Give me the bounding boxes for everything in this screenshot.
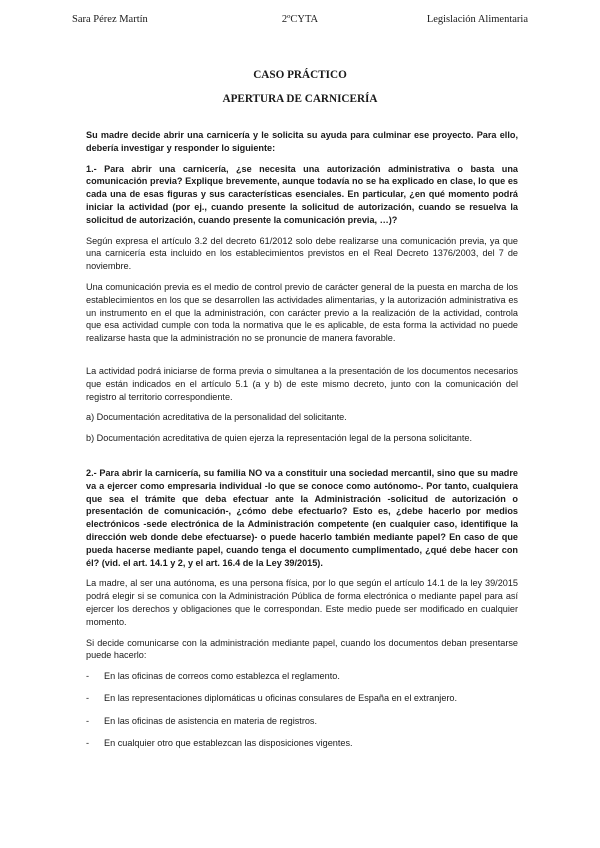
answer-1-paragraph-1: Según expresa el artículo 3.2 del decreto 61/2012 solo debe realizarse una comunicación previa, ya que una carnicería esta incluido en los establecimientos previstos en el Real Decreto 1376/2003, del 7 de noviembre. xyxy=(86,235,518,272)
list-item: - En las oficinas de correos como establezca el reglamento. xyxy=(86,671,340,682)
answer-1-item-b: b) Documentación acreditativa de quien ejerza la representación legal de la persona solicitante. xyxy=(86,433,473,444)
document-subtitle: APERTURA DE CARNICERÍA xyxy=(222,93,378,105)
header-author: Sara Pérez Martín xyxy=(72,14,148,25)
list-dash: - xyxy=(86,715,90,726)
question-1: 1.- Para abrir una carnicería, ¿se necesita una autorización administrativa o basta una comunicación previa? Explique brevemente, aunque todavía no se ha explicado en clase, lo que es cada una de esas figuras y sus características esenciales. En particular, ¿en qué momento podrá iniciar la actividad (por ej., cuando presente la solicitud de autorización, cuando se resuelva la solicitud de autorización, cuando presente la comunicación previa, …)? xyxy=(86,163,518,225)
list-item: - En las representaciones diplomáticas u oficinas consulares de España en el extranjero. xyxy=(86,693,458,704)
list-dash: - xyxy=(86,693,90,704)
header-course: 2ºCYTA xyxy=(281,14,319,25)
document-body xyxy=(86,129,518,759)
answer-1-paragraph-3: La actividad podrá iniciarse de forma previa o simultanea a la presentación de los documentos necesarios que están indicados en el artículo 5.1 (a y b) de este mismo decreto, junto con la comunicación del registro al territorio correspondiente. xyxy=(86,365,518,402)
submission-options-list xyxy=(86,670,518,750)
document-title: CASO PRÁCTICO xyxy=(253,69,347,81)
list-dash: - xyxy=(86,737,90,748)
spacer xyxy=(86,345,518,365)
page-header xyxy=(72,14,528,30)
answer-2-paragraph-1: La madre, al ser una autónoma, es una persona física, por lo que según el artículo 14.1 de la ley 39/2015 podrá elegir si se comunica con la Administración Pública de forma electrónica o mediante papel para así ejercer los derechos y obligaciones que le correspondan. Este medio puede ser modificado en cualquier momento. xyxy=(86,578,518,627)
list-item: - En cualquier otro que establezcan las disposiciones vigentes. xyxy=(86,737,353,748)
answer-1-item-a: a) Documentación acreditativa de la personalidad del solicitante. xyxy=(86,412,347,423)
list-item: - En las oficinas de asistencia en materia de registros. xyxy=(86,715,318,726)
header-subject: Legislación Alimentaria xyxy=(426,14,528,25)
answer-2-paragraph-2: Si decide comunicarse con la administración mediante papel, cuando los documentos deban presentarse puede hacerlo: xyxy=(86,637,518,661)
answer-1-paragraph-2: Una comunicación previa es el medio de control previo de carácter general de la puesta en marcha de los establecimientos en los que se desarrollen las actividades alimentarias, y la autorización administrativa es un instrumento en el que la administración, con carácter previo a la realización de la actividad, controla que esa actividad cumple con toda la normativa que le es aplicable, de esta forma la actividad no puede realizarse hasta que la administración no se pronuncie de manera favorable. xyxy=(86,281,518,344)
list-dash: - xyxy=(86,671,90,682)
question-2: 2.- Para abrir la carnicería, su familia NO va a constituir una sociedad mercantil, sino que su madre va a ejercer como empresaria individual -lo que se conoce como autónomo-. Por tanto, cualquiera que sea el trámite que deba efectuar ante la Administración -solicitud de autorización o presentación de comunicación-, ¿cómo debe efectuarlo? Esto es, ¿debe hacerlo por medios electrónicos -sede electrónica de la Administración competente (en cualquier caso, identifique la dirección web donde debe efectuarse)- o puede hacerlo también mediante papel? En caso de que pueda hacerse mediante papel, cuando tenga el documento cumplimentado, ¿qué debe hacer con él? (vid. el art. 14.1 y 2, y el art. 16.4 de la Ley 39/2015). xyxy=(86,467,518,568)
intro-paragraph: Su madre decide abrir una carnicería y le solicita su ayuda para culminar ese proyecto. Para ello, debería investigar y responder lo siguiente: xyxy=(86,130,518,153)
spacer xyxy=(86,445,518,467)
